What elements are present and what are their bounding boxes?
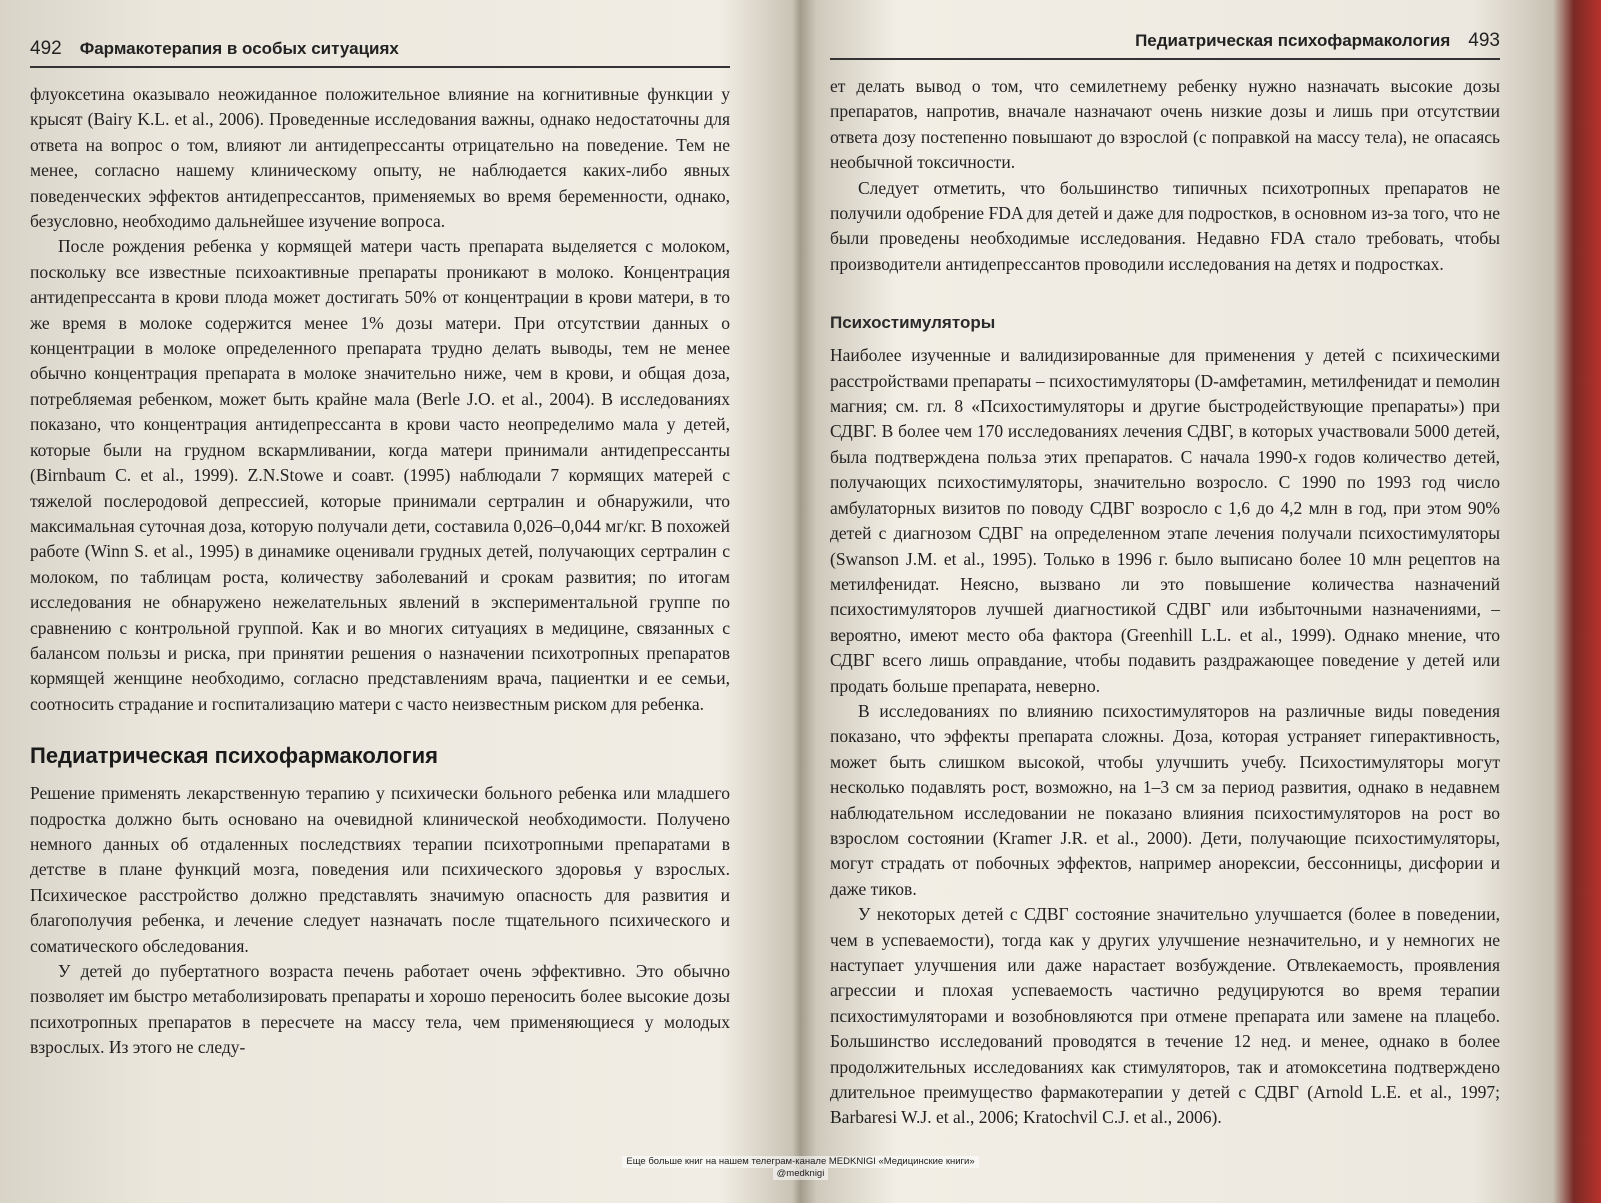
right-sub-paragraph-2: В исследованиях по влиянию психостимуляторов на различные виды поведения показано, что эффекты препарата сложны. Доза, которая устраняет гиперактивность, может быть слишком высокой, чтобы улучшить учебу. Психостимуляторы могут несколько подавлять рост, возможно, на 1–3 см за период развития, однако в недавнем наблюдательном исследовании не показано влияния психостимуляторов на рост во взрослом состоянии (Kramer J.R. et al., 2000). Дети, получающие психостимуляторы, могут страдать от побочных эффектов, например анорексии, бессонницы, дисфории и даже тиков. bbox=[830, 700, 1500, 899]
left-page-number: 492 bbox=[30, 38, 62, 59]
left-section-paragraph-1: Решение применять лекарственную терапию у психически больного ребенка или младшего подростка должно быть основано на очевидной клинической необходимости. Получено немного данных об отдаленных последствиях терапии психотропными препаратами в детстве в плане функций мозга, поведения или психического здоровья у взрослых. Психическое расстройство должно представлять значимую опасность для развития и благополучия ребенка, и лечение следует назначать после тщательного психического и соматического обследования. bbox=[30, 783, 730, 956]
left-page bbox=[30, 0, 730, 1170]
right-paragraph-1: ет делать вывод о том, что семилетнему ребенку нужно назначать высокие дозы препаратов, напротив, вначале назначают очень низкие дозы и лишь при отсутствии ответа дозу постепенно повышают до взрослой (с поправкой на массу тела), не опасаясь необычной токсичности. bbox=[830, 76, 1500, 173]
left-section-paragraph-2: У детей до пубертатного возраста печень работает очень эффективно. Это обычно позволяет им быстро метаболизировать препараты и хорошо переносить более высокие дозы психотропных препаратов в пересчете на массу тела, чем применяющиеся у молодых взрослых. Из этого не следу- bbox=[30, 961, 730, 1058]
section-heading-pediatric: Педиатрическая психофармакология bbox=[30, 743, 438, 769]
right-paragraph-2: Следует отметить, что большинство типичных психотропных препаратов не получили одобрение FDA для детей и даже для подростков, в основном из-за того, что не были проведены необходимые исследования. Недавно FDA стало требовать, чтобы производители антидепрессантов проводили исследования на детях и подростках. bbox=[830, 177, 1500, 274]
right-page-number: 493 bbox=[1468, 30, 1500, 51]
left-paragraph-1: флуоксетина оказывало неожиданное положительное влияние на когнитивные функции у крысят (Bairy K.L. et al., 2006). Проведенные исследования важны, однако недостаточны для ответа на вопрос о том, влияют ли антидепрессанты отрицательно на поведение. Тем не менее, согласно нашему клиническому опыту, не наблюдается каких-либо явных поведенческих эффектов антидепрессантов, применяемых во время беременности, однако, безусловно, необходимо дальнейшее изучение вопроса. bbox=[30, 84, 730, 232]
left-paragraph-2: После рождения ребенка у кормящей матери часть препарата выделяется с молоком, поскольку все известные психоактивные препараты проникают в молоко. Концентрация антидепрессанта в крови плода может достигать 50% от концентрации в крови матери, в то же время в молоке содержится менее 1% дозы матери. При отсутствии данных о концентрации в молоке определенного препарата трудно делать выводы, тем не менее обычно концентрация препарата в молоке значительно ниже, чем в крови, и общая доза, потребляемая ребенком, может быть крайне мала (Berle J.O. et al., 2004). В исследованиях показано, что концентрация антидепрессанта в крови часто неопределимо мала у детей, которые были на грудном вскармливании, когда матери принимали антидепрессанты (Birnbaum C. et al., 1999). Z.N.Stowe и соавт. (1995) наблюдали 7 кормящих матерей с тяжелой послеродовой депрессией, которые принимали сертралин и обнаружили, что максимальная суточная доза, которую получали дети, составила 0,026–0,044 мг/кг. В похожей работе (Winn S. et al., 1995) в динамике оценивали грудных детей, получающих сертралин с молоком, по таблицам роста, количеству заболеваний и срокам развития; по итогам исследования не обнаружено нежелательных явлений в экспериментальной группе по сравнению с контрольной группой. Как и во многих ситуациях в медицине, связанных с балансом пользы и риска, при принятии решения о назначении психотропных препаратов кормящей женщине необходимо, согласно представлениям врача, пациентки и ее семьи, соотносить страдание и госпитализацию матери с часто неизвестным риском для ребенка. bbox=[30, 236, 730, 714]
left-running-head-title: Фармакотерапия в особых ситуациях bbox=[79, 39, 399, 58]
left-running-head bbox=[30, 0, 730, 68]
right-sub-paragraph-1: Наиболее изученные и валидизированные для применения у детей с психическими расстройствами препараты – психостимуляторы (D-амфетамин, метилфенидат и пемолин магния; см. гл. 8 «Психостимуляторы и другие быстродействующие препараты») при СДВГ. В более чем 170 исследованиях лечения СДВГ, в которых участвовали 5000 детей, была подтверждена польза этих препаратов. С начала 1990-х годов количество детей, получающих психостимуляторы, значительно возросло. С 1990 по 1993 год число амбулаторных визитов по поводу СДВГ возросло с 1,6 до 4,2 млн в год, при этом 90% детей с диагнозом СДВГ на определенном этапе лечения получали психостимуляторы (Swanson J.M. et al., 1995). Только в 1996 г. было выписано более 10 млн рецептов на метилфенидат. Неясно, вызвано ли это повышение количества назначений психостимуляторов лучшей диагностикой СДВГ или избыточными назначениями, – вероятно, имеют место оба фактора (Greenhill L.L. et al., 1999). Однако мнение, что СДВГ всего лишь оправдание, чтобы подавить раздражающее поведение у детей или продать больше препарата, неверно. bbox=[830, 345, 1500, 696]
right-page bbox=[830, 0, 1500, 1170]
sub-heading-psychostimulants: Психостимуляторы bbox=[830, 313, 996, 333]
right-sub-paragraph-3: У некоторых детей с СДВГ состояние значительно улучшается (более в поведении, чем в успеваемости), тогда как у других улучшение незначительно, и у немногих не наступает улучшения или даже нарастает возбуждение. Отвлекаемость, проявления агрессии и плохая успеваемость частично редуцируются во время терапии психостимуляторами и возобновляются при отмене препарата или замене на плацебо. Большинство исследований проводятся в течение 12 нед. и менее, однако в более продолжительных исследованиях как стимуляторов, так и атомоксетина подтверждено длительное преимущество фармакотерапии у детей с СДВГ (Arnold L.E. et al., 1997; Barbaresi W.J. et al., 2006; Kratochvil C.J. et al., 2006). bbox=[830, 904, 1500, 1128]
footer-line-2: @medknigi bbox=[773, 1168, 829, 1180]
watermark-footer bbox=[0, 1156, 1601, 1180]
right-running-head bbox=[830, 0, 1500, 60]
right-running-head-title: Педиатрическая психофармакология bbox=[1135, 31, 1451, 50]
footer-line-1: Еще больше книг на нашем телеграм-канале MEDKNIGI «Медицинские книги» bbox=[622, 1156, 978, 1168]
